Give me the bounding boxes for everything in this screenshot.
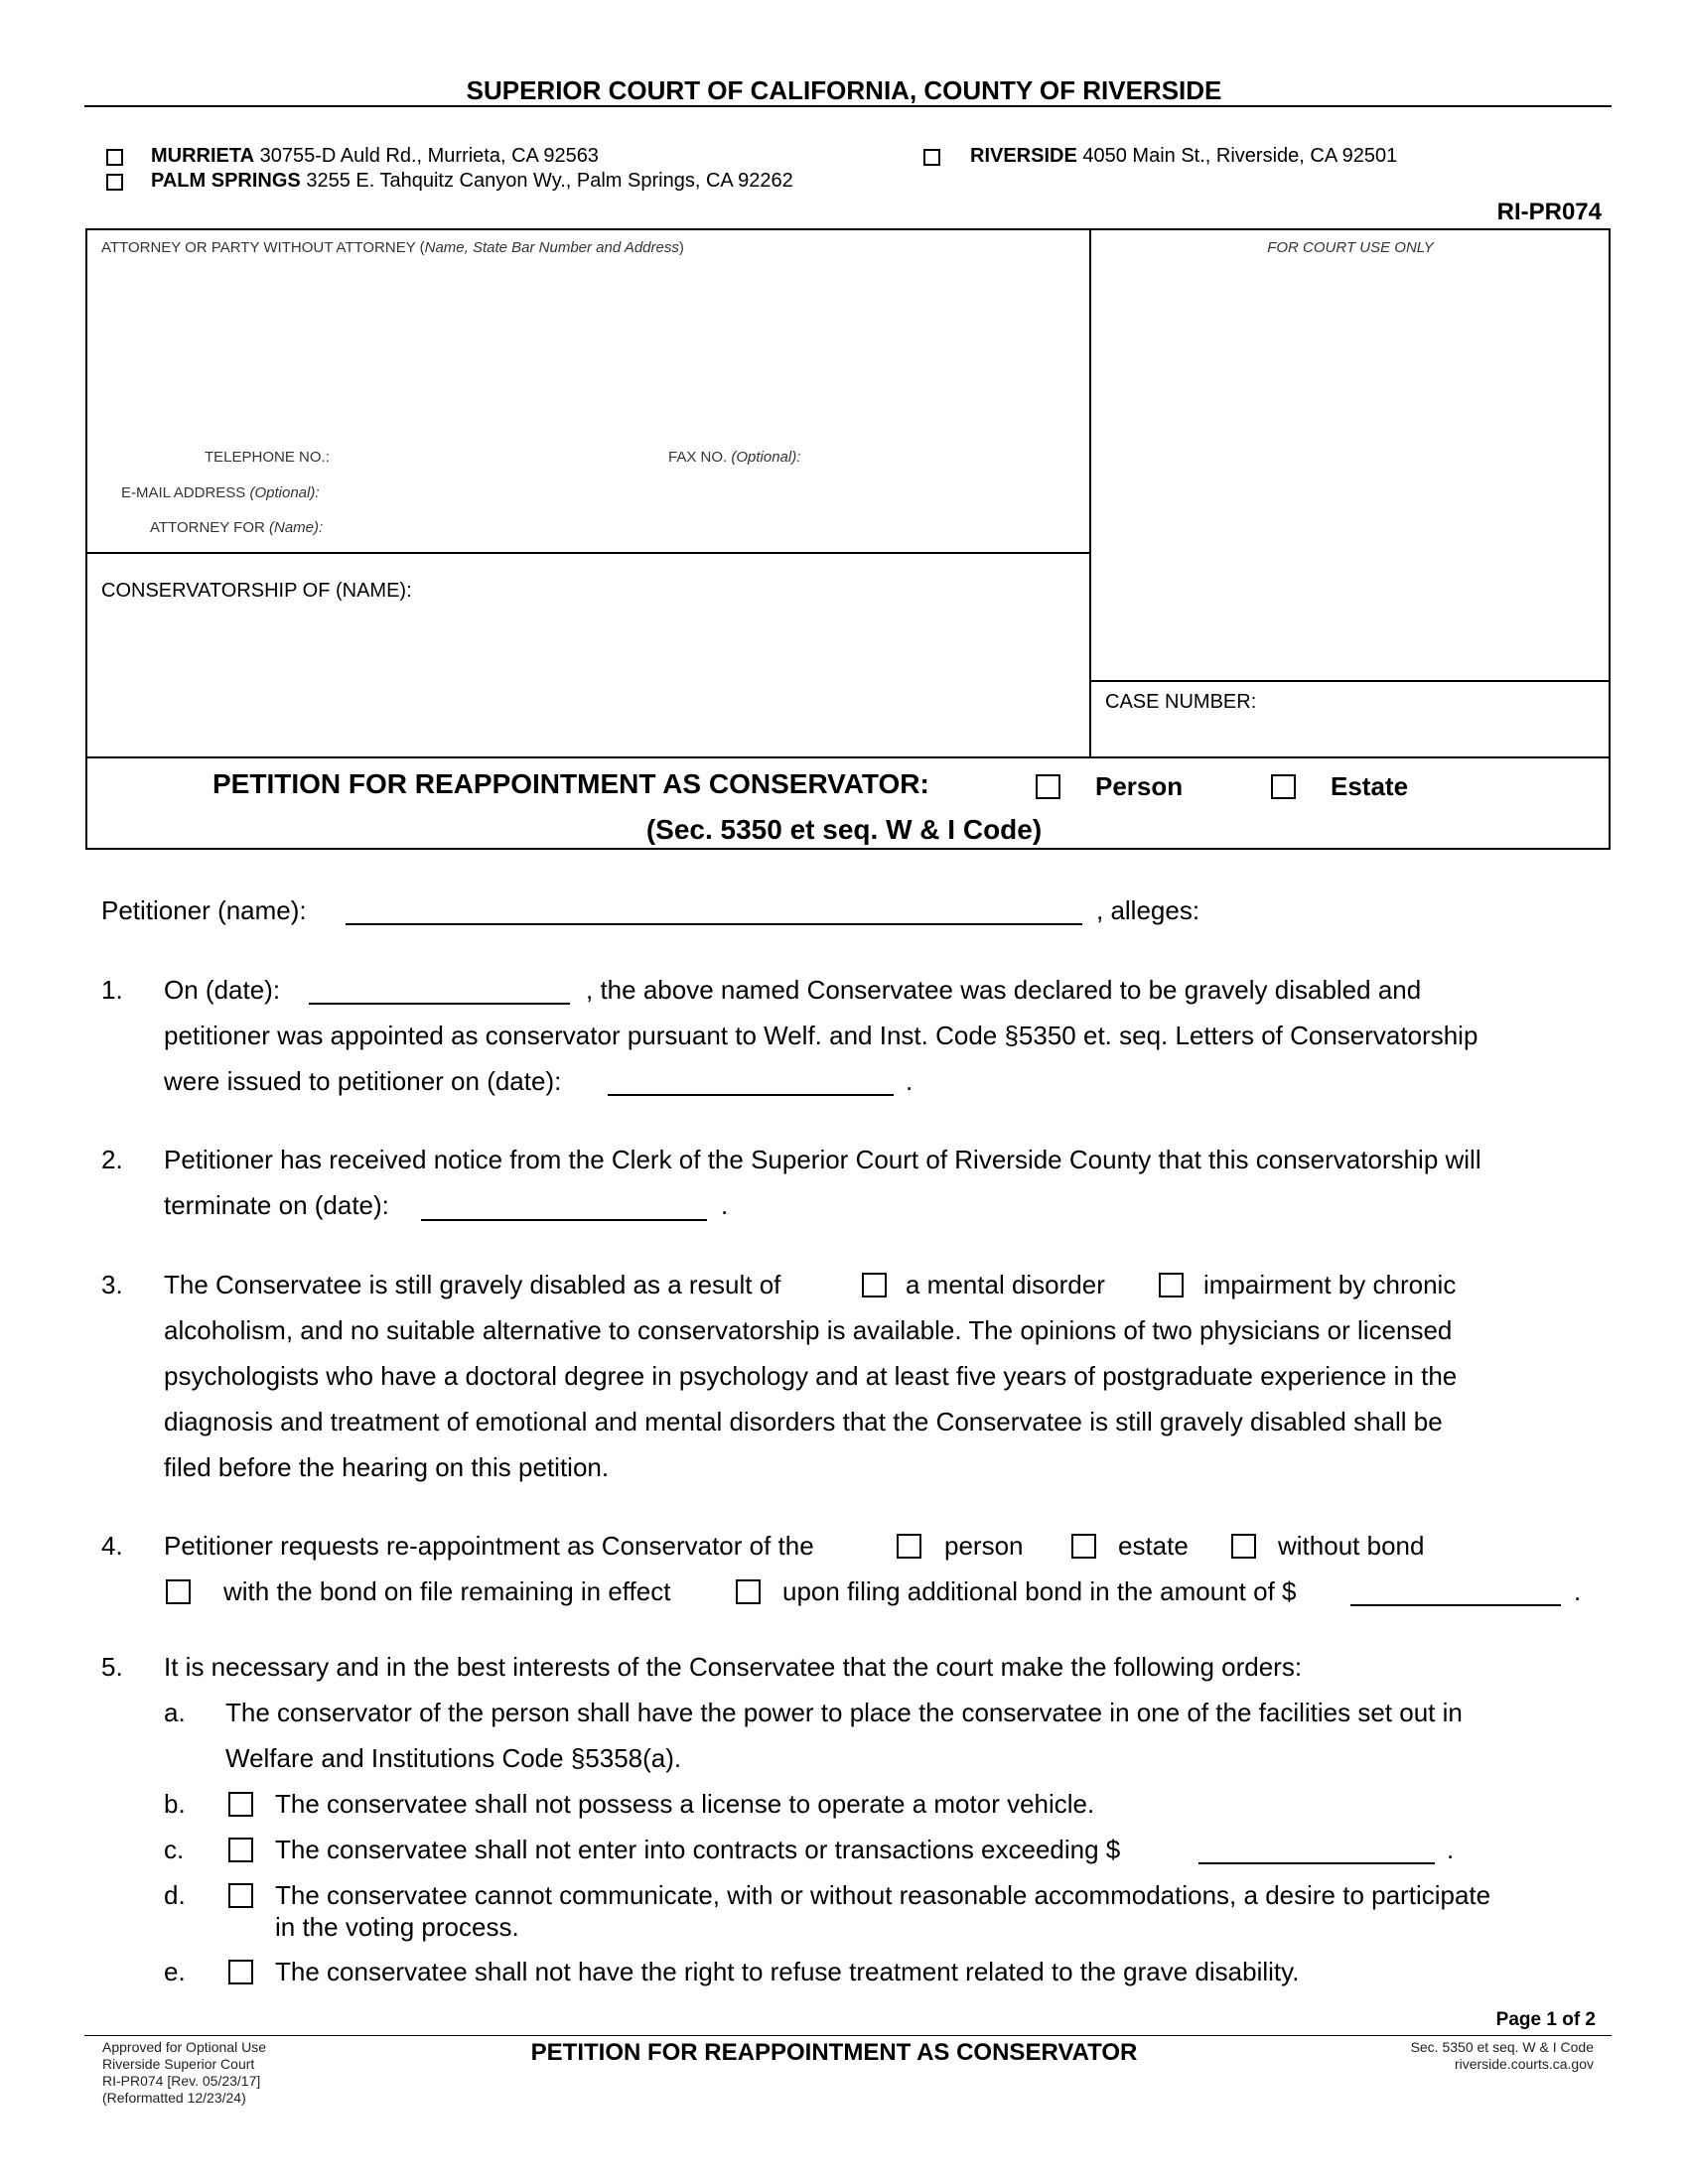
refuse-treatment-checkbox[interactable] — [228, 1960, 253, 1984]
chronic-alcoholism-label: impairment by chronic — [1203, 1270, 1457, 1299]
without-bond-label: without bond — [1278, 1531, 1425, 1561]
no-license-checkbox[interactable] — [228, 1792, 253, 1817]
item5-intro: It is necessary and in the best interests of the Conservatee that the court make the following orders: — [164, 1652, 1303, 1682]
footer-right-line: riverside.courts.ca.gov — [1454, 2056, 1594, 2072]
murrieta-checkbox[interactable] — [106, 149, 123, 166]
footer-left-line: Approved for Optional Use — [102, 2039, 266, 2055]
location-address: 30755-D Auld Rd., Murrieta, CA 92563 — [259, 145, 599, 167]
sub-item-letter: c. — [164, 1835, 185, 1864]
email-label — [121, 484, 320, 501]
palm-springs-checkbox[interactable] — [106, 174, 123, 191]
fax-optional: (Optional): — [731, 449, 801, 466]
item2-text-a: Petitioner has received notice from the Clerk of the Superior Court of Riverside County that this conservatorship will — [164, 1145, 1481, 1174]
additional-bond-checkbox[interactable] — [736, 1579, 761, 1604]
fax-text: FAX NO. — [668, 449, 732, 466]
item-number: 5. — [101, 1652, 123, 1682]
additional-bond-label: upon filing additional bond in the amount of $ — [782, 1576, 1297, 1606]
item3-text-c: psychologists who have a doctoral degree in psychology and at least five years of postgraduate experience in the — [164, 1361, 1458, 1391]
page-number: Page 1 of 2 — [1495, 2009, 1596, 2030]
sub-item-letter: e. — [164, 1957, 186, 1986]
item2-text-b: terminate on (date): — [164, 1190, 389, 1220]
item-number: 3. — [101, 1270, 123, 1299]
footer-left-line: RI-PR074 [Rev. 05/23/17] — [102, 2073, 261, 2089]
mental-disorder-label: a mental disorder — [906, 1270, 1105, 1299]
attorney-label — [101, 239, 684, 256]
location-palm-springs — [151, 170, 793, 193]
location-address: 3255 E. Tahquitz Canyon Wy., Palm Springs, CA 92262 — [306, 170, 793, 192]
item5c-period: . — [1447, 1835, 1455, 1864]
petitioner-name-field[interactable] — [346, 923, 1082, 925]
footer-right-line: Sec. 5350 et seq. W & I Code — [1410, 2039, 1594, 2055]
item-number: 1. — [101, 975, 123, 1005]
petitioner-label: Petitioner (name): — [101, 895, 307, 925]
item-number: 2. — [101, 1145, 123, 1174]
item3-text-a: The Conservatee is still gravely disabled as a result of — [164, 1270, 781, 1299]
location-riverside — [970, 145, 1397, 168]
item3-text-b: alcoholism, and no suitable alternative to conservatorship is available. The opinions of two physicians or licensed — [164, 1315, 1453, 1345]
case-number-divider — [1089, 680, 1611, 682]
item1-text-d: were issued to petitioner on (date): — [164, 1066, 562, 1096]
without-bond-checkbox[interactable] — [1231, 1534, 1256, 1559]
item1-period: . — [906, 1066, 914, 1096]
court-use-label: FOR COURT USE ONLY — [1267, 239, 1434, 256]
item5a-text-1: The conservator of the person shall have the power to place the conservatee in one of the facilities set out in — [225, 1698, 1463, 1727]
item4-text-a: Petitioner requests re-appointment as Conservator of the — [164, 1531, 814, 1561]
form-code: RI-PR074 — [1496, 199, 1602, 225]
email-optional: (Optional): — [249, 484, 320, 501]
bond-amount-field[interactable] — [1350, 1604, 1561, 1606]
person-label: Person — [1095, 771, 1184, 801]
attorney-for-label — [150, 519, 323, 536]
footer-title: PETITION FOR REAPPOINTMENT AS CONSERVATOR — [530, 2039, 1138, 2066]
reappoint-estate-checkbox[interactable] — [1071, 1534, 1096, 1559]
location-address: 4050 Main St., Riverside, CA 92501 — [1082, 145, 1398, 167]
conservatorship-label: CONSERVATORSHIP OF (NAME): — [101, 580, 412, 602]
telephone-label: TELEPHONE NO.: — [205, 449, 330, 466]
estate-checkbox[interactable] — [1271, 774, 1296, 799]
item3-text-d: diagnosis and treatment of emotional and mental disorders that the Conservatee is still gravely disabled shall be — [164, 1407, 1443, 1436]
letters-issued-date-field[interactable] — [608, 1094, 894, 1096]
item1-on-date: On (date): — [164, 975, 281, 1005]
reappoint-estate-label: estate — [1118, 1531, 1189, 1561]
item5c-text: The conservatee shall not enter into contracts or transactions exceeding $ — [275, 1835, 1121, 1864]
sub-item-letter: b. — [164, 1789, 186, 1819]
footer-right — [1291, 2039, 1594, 2073]
declared-date-field[interactable] — [309, 1003, 570, 1005]
footer-left — [102, 2039, 266, 2107]
reappoint-person-checkbox[interactable] — [897, 1534, 921, 1559]
item1-text-c: petitioner was appointed as conservator pursuant to Welf. and Inst. Code §5350 et. seq. Letters of Conservatorship — [164, 1021, 1478, 1050]
bond-on-file-label: with the bond on file remaining in effect — [223, 1576, 671, 1606]
item5e-text: The conservatee shall not have the right to refuse treatment related to the grave disability. — [275, 1957, 1300, 1986]
footer-left-line: (Reformatted 12/23/24) — [102, 2090, 246, 2106]
location-name: MURRIETA — [151, 145, 255, 167]
estate-label: Estate — [1331, 771, 1409, 801]
riverside-checkbox[interactable] — [923, 149, 940, 166]
title-divider — [85, 756, 1611, 758]
petition-title: PETITION FOR REAPPOINTMENT AS CONSERVATOR: — [212, 768, 929, 799]
court-title: SUPERIOR COURT OF CALIFORNIA, COUNTY OF RIVERSIDE — [466, 75, 1222, 105]
item4-period: . — [1574, 1576, 1582, 1606]
sub-item-letter: d. — [164, 1880, 186, 1910]
item-number: 4. — [101, 1531, 123, 1561]
email-text: E-MAIL ADDRESS — [121, 484, 250, 501]
case-number-label: CASE NUMBER: — [1105, 691, 1257, 713]
location-murrieta — [151, 145, 599, 168]
item1-line1 — [164, 975, 280, 1006]
item5a-text-2: Welfare and Institutions Code §5358(a). — [225, 1743, 682, 1773]
attorney-for-optional: (Name): — [269, 519, 324, 536]
item1-text-b: , the above named Conservatee was declared to be gravely disabled and — [586, 975, 1422, 1005]
item2-period: . — [721, 1190, 729, 1220]
attorney-label-text: ATTORNEY OR PARTY WITHOUT ATTORNEY ( — [101, 239, 425, 256]
item3-text-e: filed before the hearing on this petition. — [164, 1452, 610, 1482]
footer-rule — [84, 2035, 1612, 2036]
person-checkbox[interactable] — [1036, 774, 1060, 799]
termination-date-field[interactable] — [421, 1219, 707, 1221]
mental-disorder-checkbox[interactable] — [862, 1273, 887, 1297]
sub-item-letter: a. — [164, 1698, 186, 1727]
alleges-label: , alleges: — [1096, 895, 1200, 925]
no-voting-checkbox[interactable] — [228, 1883, 253, 1908]
fax-label — [668, 449, 800, 466]
chronic-alcoholism-checkbox[interactable] — [1159, 1273, 1184, 1297]
petition-subtitle: (Sec. 5350 et seq. W & I Code) — [645, 814, 1043, 845]
location-name: PALM SPRINGS — [151, 170, 301, 192]
item5d-text-2: in the voting process. — [275, 1912, 519, 1942]
caption-divider — [1089, 228, 1091, 757]
reappoint-person-label: person — [944, 1531, 1024, 1561]
attorney-label-italic: Name, State Bar Number and Address — [424, 239, 679, 256]
item5d-text-1: The conservatee cannot communicate, with or without reasonable accommodations, a desire to participate — [275, 1880, 1491, 1910]
attorney-divider — [85, 552, 1090, 554]
contract-limit-field[interactable] — [1198, 1862, 1435, 1864]
item5b-text: The conservatee shall not possess a license to operate a motor vehicle. — [275, 1789, 1095, 1819]
no-contracts-checkbox[interactable] — [228, 1838, 253, 1862]
location-name: RIVERSIDE — [970, 145, 1077, 167]
header-rule — [84, 105, 1612, 107]
bond-on-file-checkbox[interactable] — [166, 1579, 191, 1604]
footer-left-line: Riverside Superior Court — [102, 2056, 255, 2072]
attorney-label-end: ) — [678, 239, 684, 256]
attorney-for-text: ATTORNEY FOR — [150, 519, 270, 536]
